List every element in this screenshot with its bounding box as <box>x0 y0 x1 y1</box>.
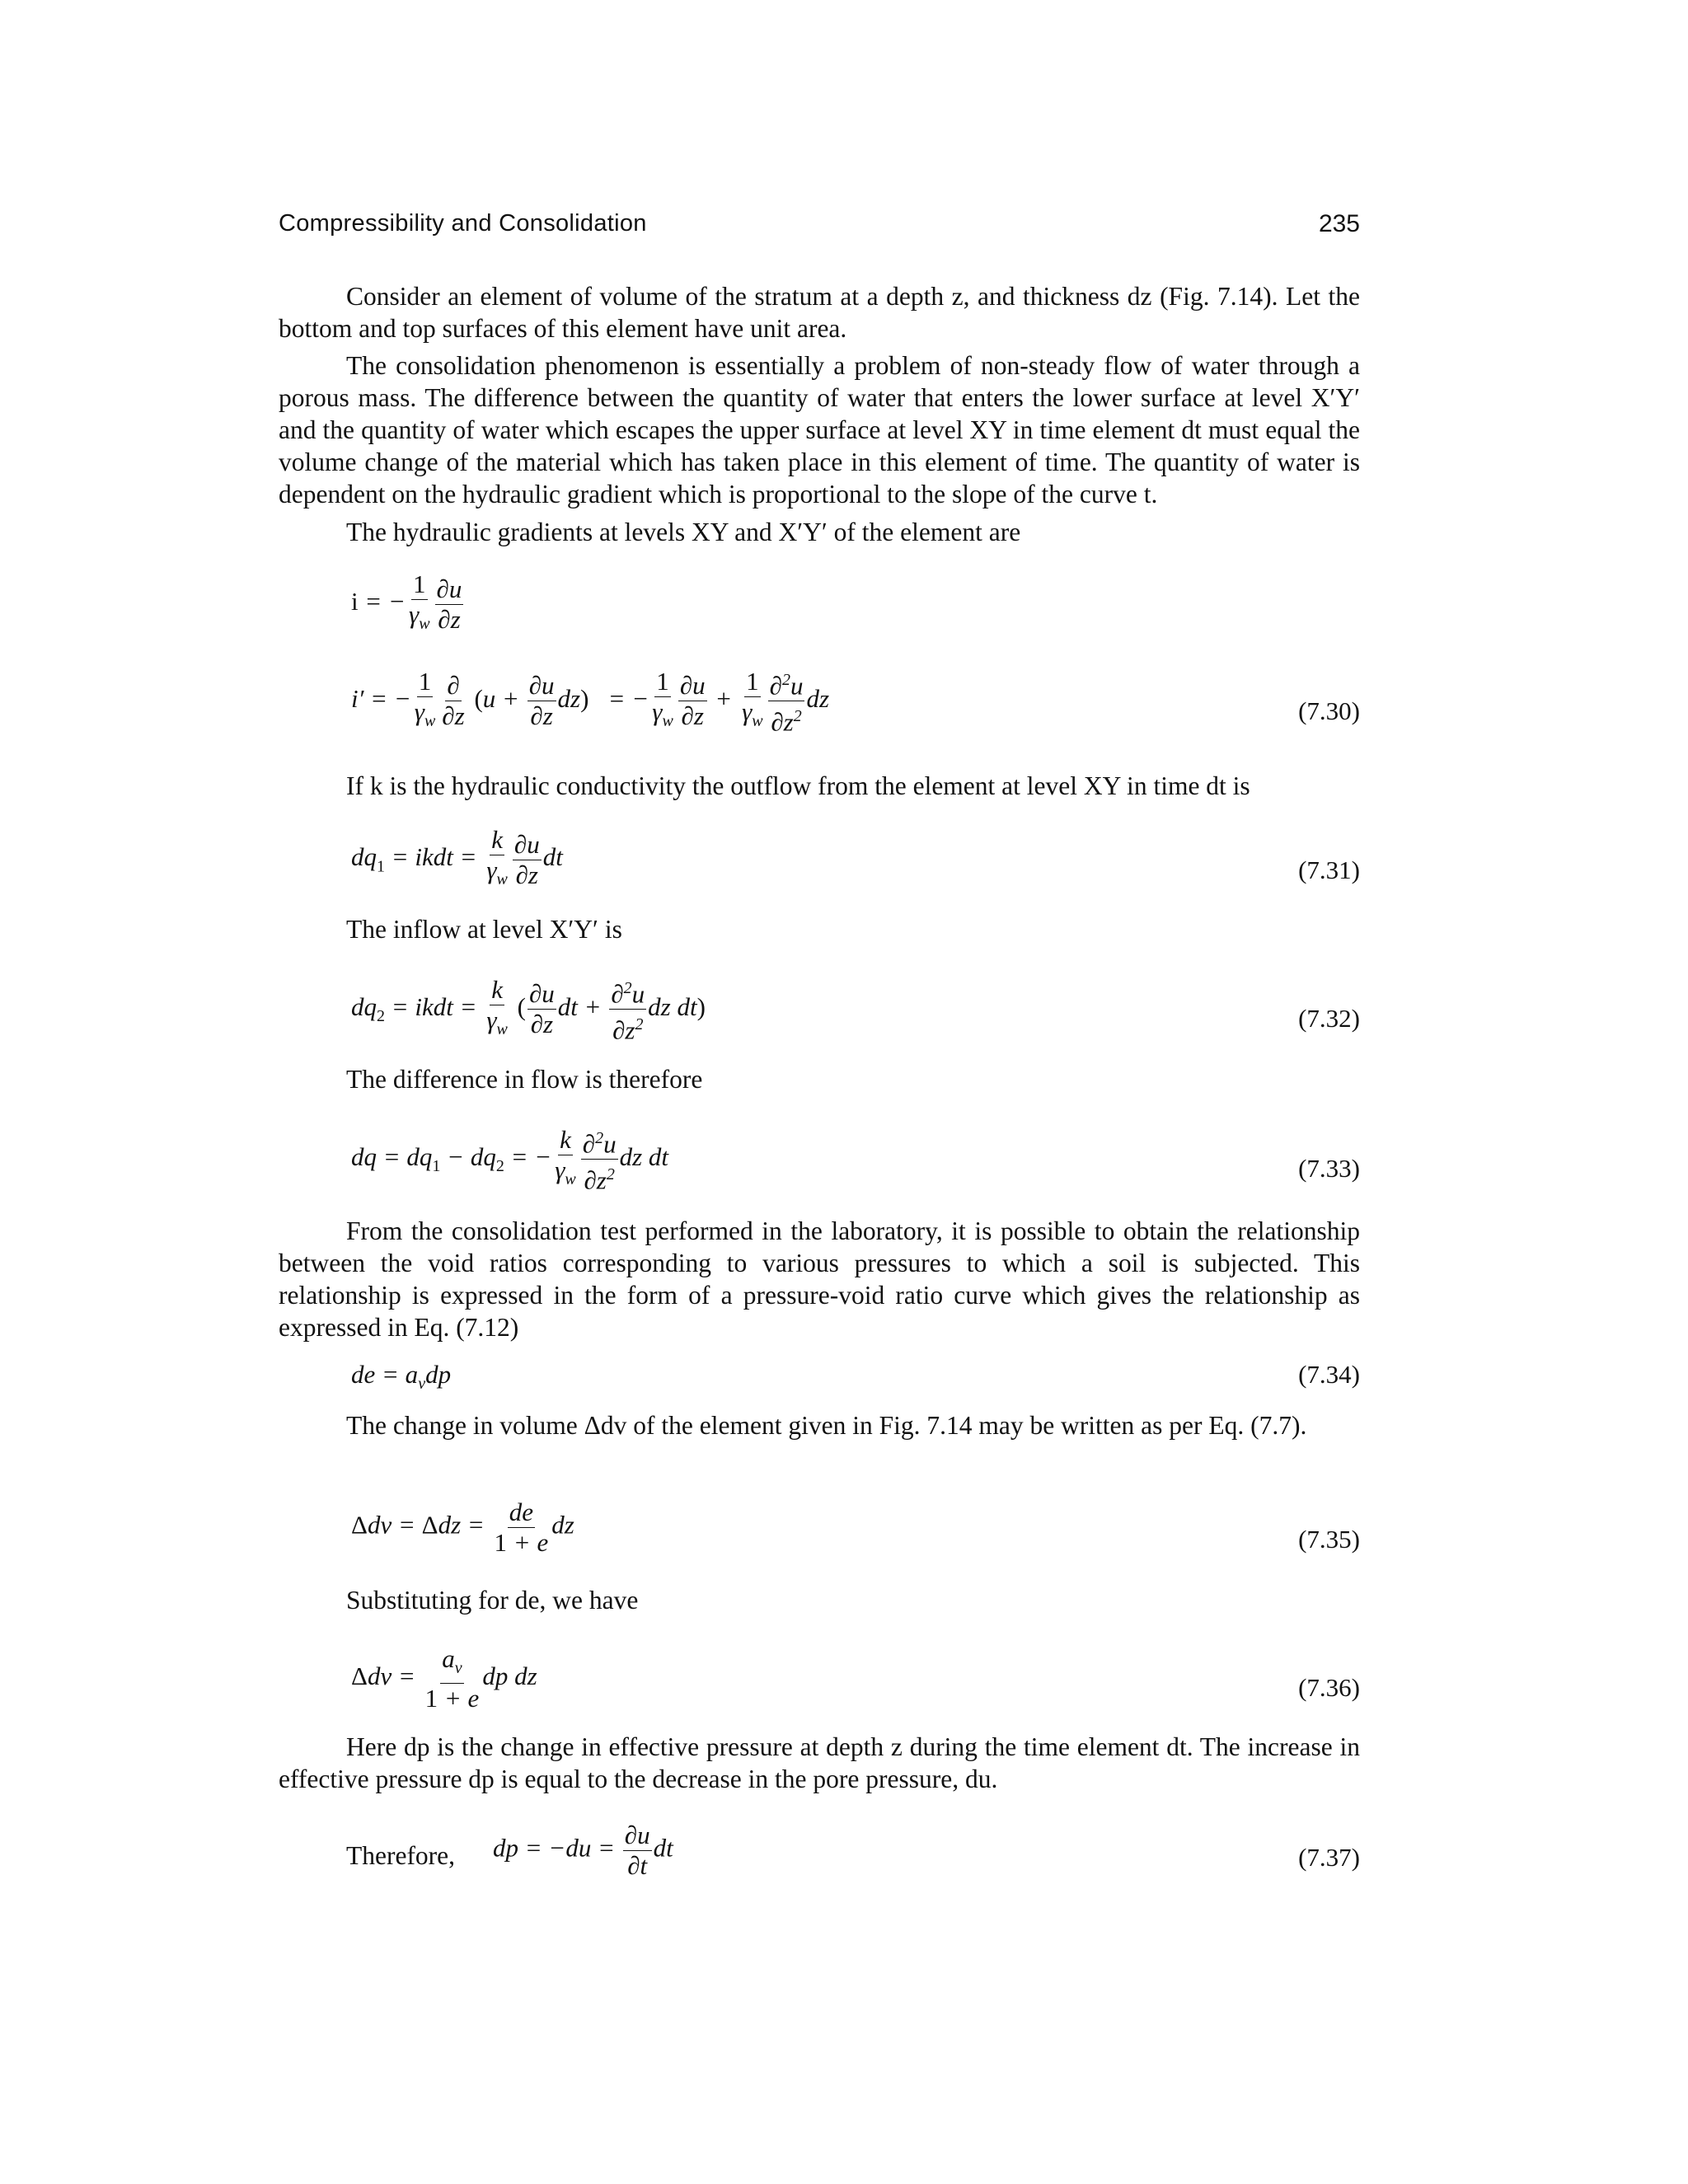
paragraph-consolidation-phenomenon: The consolidation phenomenon is essentially a problem of non-steady flow of water through a porous mass. The difference between the quantity of water that enters the lower surface at level X′Y′ and the quantity of water which escapes the upper surface at level XY in time element dt must equal the volume change of the material which has taken place in this element of time. The quantity of water is dependent on the hydraulic gradient which is proportional to the slope of the curve t. <box>279 351 1360 509</box>
paragraph-volume-change: The change in volume Δdv of the element given in Fig. 7.14 may be written as per Eq. (7.7). <box>346 1411 1307 1440</box>
equation-number-7-33: (7.33) <box>1298 1154 1360 1183</box>
equation-gradient-i-prime: i′ = − $\frac{1}{\gamma_w}$ $\frac{\partial}{\partial z}$ (u + $\frac{\partial u}{\partial z}$ dz) = − $\frac{1}{\gamma_w}$ $\frac{\partial u}{\partial z}$ + $\frac{1}{\gamma_w}$ $\frac{\partial^2u}{\partial z^2}$ dz <box>351 666 830 737</box>
equation-number-7-36: (7.36) <box>1298 1673 1360 1702</box>
text-therefore: Therefore, <box>346 1841 456 1870</box>
equation-pressure-change: dp = −du = $\frac{\partial u}{\partial t}$ dt <box>493 1821 673 1880</box>
paragraph-outflow: If k is the hydraulic conductivity the outflow from the element at level XY in time dt is <box>346 771 1250 800</box>
paragraph-effective-pressure: Here dp is the change in effective pressure at depth z during the time element dt. The increase in effective pressure dp is equal to the decrease in the pore pressure, du. <box>279 1732 1360 1793</box>
equation-outflow-dq1: $dq_1$ = ikdt = $\frac{k}{\gamma_w}$ $\frac{\partial u}{\partial z}$ dt <box>351 825 563 889</box>
equation-inflow-dq2: $dq_2$ = ikdt = $\frac{k}{\gamma_w}$ ( $\frac{\partial u}{\partial z}$ dt + $\frac{\partial^2u}{\partial z^2}$ dz dt) <box>351 974 706 1045</box>
equation-number-7-37: (7.37) <box>1298 1843 1360 1872</box>
paragraph-substituting: Substituting for de, we have <box>346 1586 639 1615</box>
equation-number-7-31: (7.31) <box>1298 855 1360 884</box>
equation-volume-change-substituted: Δdv = $\frac{a_v}{1 + e}$ dp dz <box>351 1644 537 1713</box>
equation-number-7-30: (7.30) <box>1298 696 1360 725</box>
equation-void-ratio: de = $a_vdp$ <box>351 1360 452 1394</box>
page-number: 235 <box>1318 210 1360 237</box>
equation-number-7-35: (7.35) <box>1298 1525 1360 1554</box>
equation-gradient-i: i = − $\frac{1}{\gamma_w}$ $\frac{\partial u}{\partial z}$ <box>351 569 462 634</box>
paragraph-hydraulic-gradients: The hydraulic gradients at levels XY and X′Y′ of the element are <box>346 518 1021 546</box>
paragraph-difference-in-flow: The difference in flow is therefore <box>346 1065 703 1094</box>
running-header: Compressibility and Consolidation <box>279 210 647 237</box>
paragraph-inflow: The inflow at level X′Y′ is <box>346 915 622 944</box>
paragraph-consolidation-test: From the consolidation test performed in the laboratory, it is possible to obtain the relationship between the void ratios corresponding to various pressures to which a soil is subjected. This relationship is expressed in the form of a pressure-void ratio curve which gives the relationship as expressed in Eq. (7.12) <box>279 1216 1360 1342</box>
equation-number-7-32: (7.32) <box>1298 1004 1360 1033</box>
paragraph-element-description: Consider an element of volume of the stratum at a depth z, and thickness dz (Fig. 7.14). Let the bottom and top surfaces of this element have unit area. <box>279 282 1360 343</box>
equation-flow-difference: dq = $dq_1 - dq_2$ = − $\frac{k}{\gamma_w}$ $\frac{\partial^2u}{\partial z^2}$ dz dt <box>351 1124 669 1195</box>
equation-number-7-34: (7.34) <box>1298 1360 1360 1389</box>
equation-volume-change: Δdv = Δdz = $\frac{de}{1 + e}$ dz <box>351 1497 574 1557</box>
